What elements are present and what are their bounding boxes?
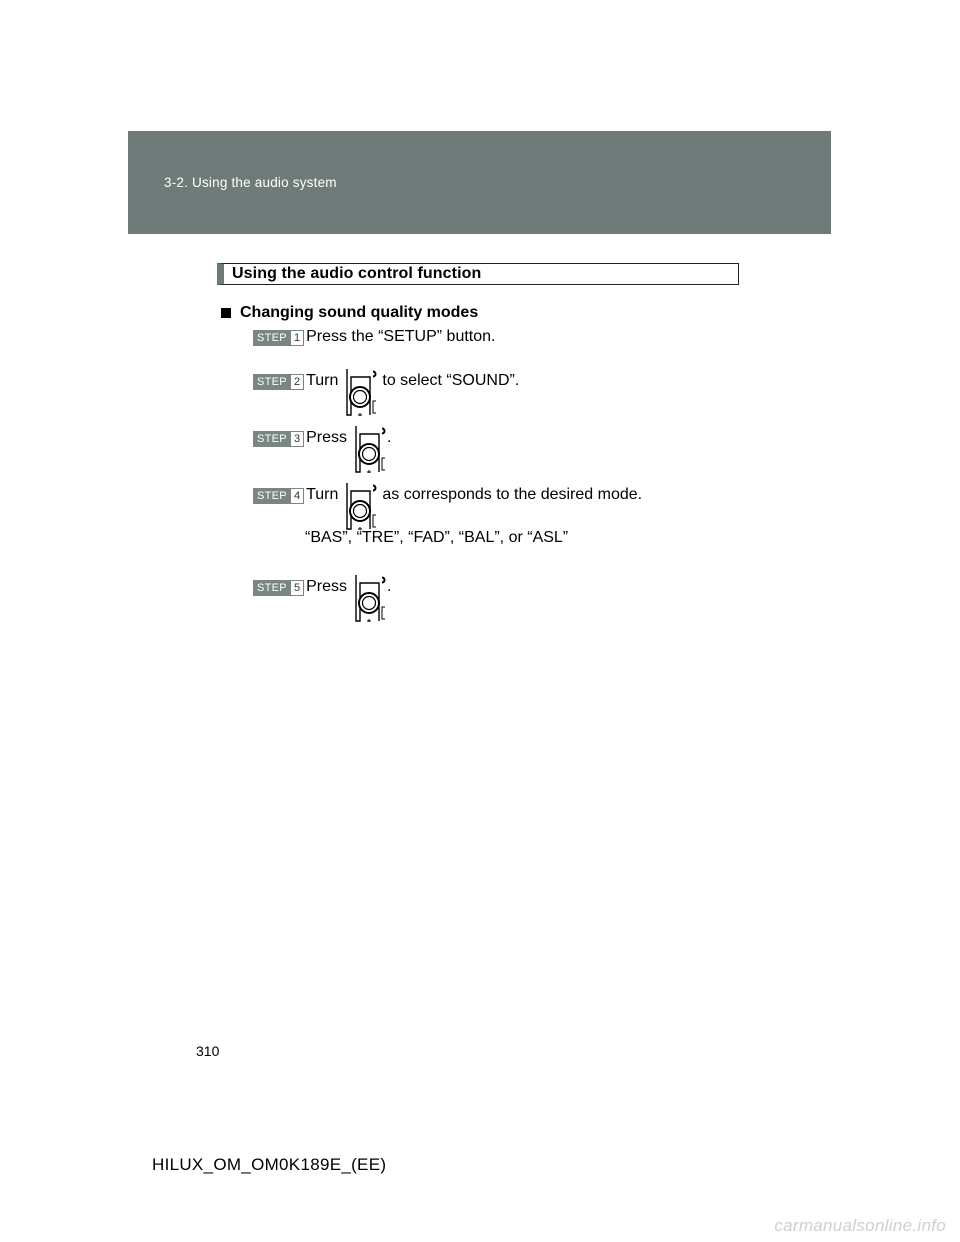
- subsection-heading: [221, 303, 478, 323]
- step-badge: STEP 1: [253, 330, 304, 346]
- modes-note: “BAS”, “TRE”, “FAD”, “BAL”, or “ASL”: [305, 529, 569, 546]
- document-id: HILUX_OM_OM0K189E_(EE): [152, 1155, 387, 1174]
- step-text: .: [386, 578, 392, 595]
- step-3: [253, 428, 391, 474]
- step-text: Turn: [306, 372, 339, 389]
- section-breadcrumb: 3-2. Using the audio system: [164, 175, 337, 190]
- step-text: .: [386, 429, 392, 446]
- step-4: [253, 485, 642, 531]
- header-band: [128, 131, 831, 234]
- step-text: Press: [306, 429, 347, 446]
- step-badge: STEP 4: [253, 488, 304, 504]
- step-text: to select “SOUND”.: [382, 372, 520, 389]
- step-5: [253, 577, 391, 623]
- tune-select-knob-icon: [346, 369, 378, 417]
- square-bullet-icon: [221, 308, 231, 318]
- step-text: Press: [306, 578, 347, 595]
- tune-select-knob-icon: [355, 575, 387, 623]
- page-number: 310: [196, 1043, 220, 1059]
- section-title: Using the audio control function: [232, 265, 482, 282]
- step-badge: STEP 3: [253, 431, 304, 447]
- section-heading-box: [217, 263, 739, 285]
- step-badge: STEP 2: [253, 374, 304, 390]
- watermark[interactable]: carmanualsonline.info: [774, 1216, 946, 1235]
- step-2: [253, 371, 519, 417]
- step-1: [253, 327, 495, 347]
- step-badge: STEP 5: [253, 580, 304, 596]
- step-text: as corresponds to the desired mode.: [382, 486, 643, 503]
- tune-select-knob-icon: [355, 426, 387, 474]
- subsection-title: Changing sound quality modes: [240, 304, 479, 321]
- step-text: Turn: [306, 486, 339, 503]
- tune-select-knob-icon: [346, 483, 378, 531]
- step-text: Press the “SETUP” button.: [306, 328, 496, 345]
